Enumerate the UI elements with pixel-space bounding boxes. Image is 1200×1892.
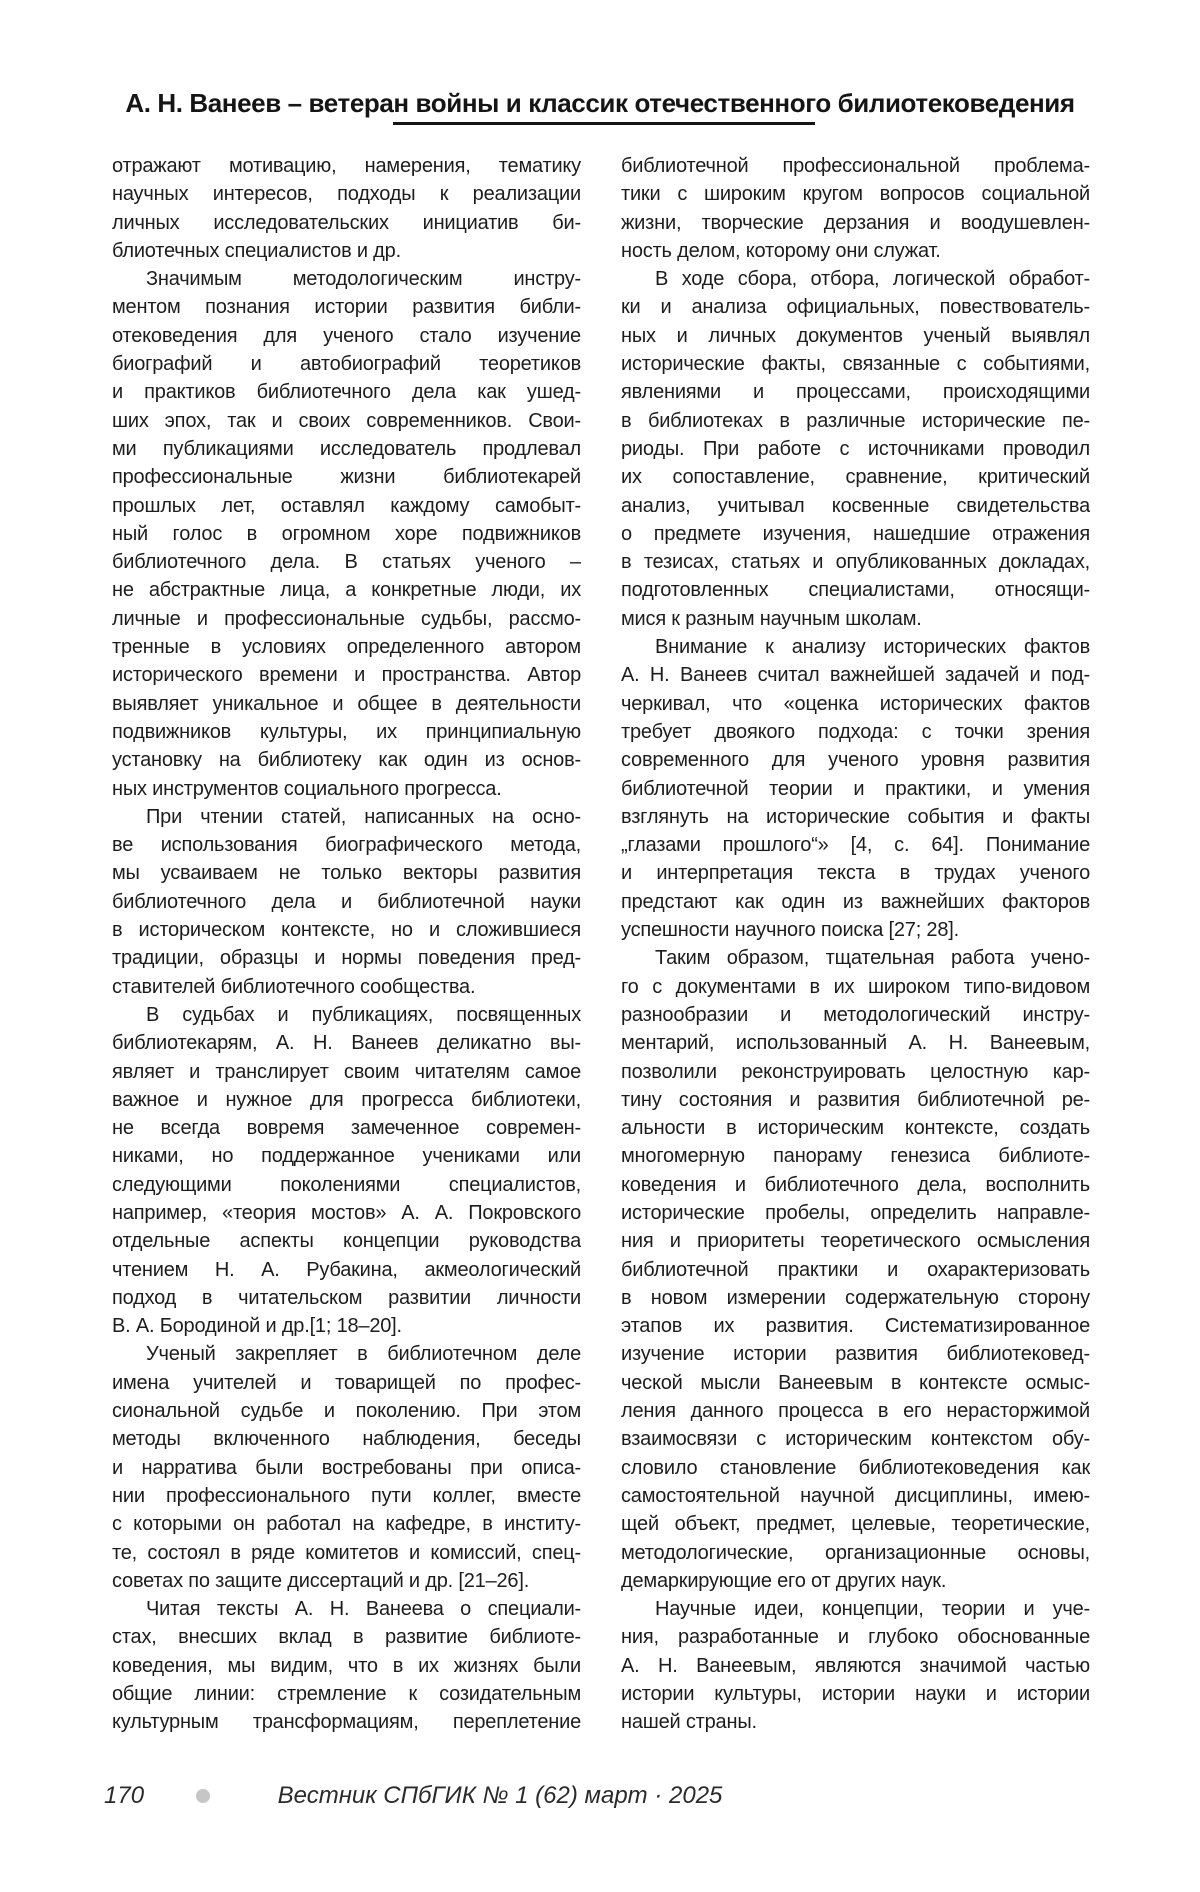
text-line: демаркирующие его от других наук. (621, 1569, 947, 1592)
text-line: в тезисах, статьях и опубликованных докладах, (621, 551, 1090, 574)
text-line: Таким образом, тщательная работа учено- (655, 947, 1090, 970)
page-number: 170 (104, 1782, 145, 1809)
text-line: щей объект, предмет, целевые, теоретические, (621, 1513, 1090, 1536)
text-line: прошлых лет, оставлял каждому самобыт- (112, 494, 581, 517)
footer (0, 1782, 1200, 1812)
text-line: важное и нужное для прогресса библиотеки, (112, 1088, 581, 1111)
text-line: этапов их развития. Систематизированное (621, 1315, 1090, 1338)
text-line: В. А. Бородиной и др.[1; 18–20]. (112, 1315, 402, 1338)
text-line: альности в историческим контексте, создать (621, 1117, 1090, 1140)
text-line: Ученый закрепляет в библиотечном деле (146, 1343, 581, 1366)
text-line: ставителей библиотечного сообщества. (112, 975, 476, 998)
text-line: исторические пробелы, определить направле- (621, 1201, 1090, 1224)
text-line: методы включенного наблюдения, беседы (112, 1428, 581, 1451)
page-title-prefix: А. Н. Ванеев – ветера (125, 88, 394, 118)
text-line: ный голос в огромном хоре подвижников (112, 522, 581, 545)
page-title-suffix: о билиотековедения (815, 88, 1075, 118)
text-line: не абстрактные лица, а конкретные люди, их (112, 579, 581, 602)
text-line: личные и профессиональные судьбы, рассмо- (112, 607, 581, 630)
text-line: А. Н. Ванеевым, являются значимой частью (621, 1654, 1090, 1677)
text-line: подвижников культуры, их принципиальную (112, 720, 581, 743)
text-line: ментом познания истории развития библи- (112, 296, 581, 319)
text-columns (112, 152, 1090, 1737)
text-line: установку на библиотеку как один из основ- (112, 749, 581, 772)
text-line: библиотечного дела и библиотечной науки (112, 890, 581, 913)
page-title (0, 0, 1200, 119)
text-line: никами, но поддержанное учениками или (112, 1145, 581, 1168)
text-line: методологические, организационные основы, (621, 1541, 1090, 1564)
text-line: требует двоякого подхода: с точки зрения (621, 720, 1090, 743)
text-line: При чтении статей, написанных на осно- (146, 805, 581, 828)
paragraph (621, 633, 1090, 944)
text-line: подготовленных специалистами, относящи- (621, 579, 1090, 602)
text-line: о предмете изучения, нашедшие отражения (621, 522, 1090, 545)
text-line: ных инструментов социального прогресса. (112, 777, 502, 800)
text-line: ментарий, использованный А. Н. Ванеевым, (621, 1032, 1090, 1055)
text-line: имена учителей и товарищей по профес- (112, 1371, 581, 1394)
text-line: ших эпох, так и своих современников. Свои- (112, 409, 581, 432)
text-line: библиотечного дела. В статьях ученого – (112, 551, 581, 574)
text-line: Значимым методологическим инстру- (146, 268, 581, 291)
text-line: го с документами в их широком типо-видовом (621, 975, 1090, 998)
text-line: библиотечной профессиональной проблема- (621, 155, 1090, 177)
right-column (621, 152, 1090, 1737)
text-line: В судьбах и публикациях, посвященных (146, 1003, 581, 1026)
text-line: ния, разработанные и глубоко обоснованные (621, 1626, 1090, 1649)
text-line: не всегда вовремя замеченное современ- (112, 1117, 581, 1140)
text-line: риоды. При работе с источниками проводил (621, 437, 1090, 460)
text-line: стах, внесших вклад в развитие библиоте- (112, 1626, 581, 1649)
text-line: ления данного процесса в его нерасторжимой (621, 1400, 1090, 1423)
text-line: и практиков библиотечного дела как ушед- (112, 381, 581, 404)
text-line: анализ, учитывал косвенные свидетельства (621, 494, 1090, 517)
left-column (112, 152, 581, 1737)
text-line: исторического времени и пространства. Автор (112, 664, 581, 687)
text-line: выявляет уникальное и общее в деятельности (112, 692, 581, 715)
text-line: отдельные аспекты концепции руководства (112, 1230, 581, 1253)
text-line: взаимосвязи с историческим контекстом обу- (621, 1428, 1090, 1451)
journal-citation: Вестник СПбГИК № 1 (62) март · 2025 (277, 1782, 723, 1809)
page-title-underline: н войны и классик отечественног (393, 88, 815, 125)
text-line: личных исследовательских инициатив би- (112, 211, 581, 234)
paragraph (112, 803, 581, 1001)
text-line: ния и приоритеты теоретического осмысления (621, 1230, 1090, 1253)
text-line: коведения, мы видим, что в их жизнях были (112, 1654, 581, 1677)
text-line: взглянуть на исторические события и факты (621, 805, 1090, 828)
text-line: биографий и автобиографий теоретиков (112, 353, 581, 376)
text-line: следующими поколениями специалистов, (112, 1173, 581, 1196)
text-line: истории культуры, истории науки и истории (621, 1683, 1090, 1706)
paragraph (112, 1340, 581, 1595)
text-line: успешности научного поиска [27; 28]. (621, 919, 959, 942)
text-line: ческой мысли Ванеевым в контексте осмыс- (621, 1371, 1090, 1394)
text-line: нии профессионального пути коллег, вместе (112, 1484, 581, 1507)
text-line: профессиональные жизни библиотекарей (112, 466, 581, 489)
text-line: А. Н. Ванеев считал важнейшей задачей и под- (621, 664, 1090, 687)
text-line: культурным трансформациям, переплетение (112, 1711, 581, 1734)
paragraph (621, 1595, 1090, 1736)
text-line: библиотечной теории и практики, и умения (621, 777, 1090, 800)
text-line: многомерную панораму генезиса библиоте- (621, 1145, 1090, 1168)
text-line: блиотечных специалистов и др. (112, 239, 401, 262)
text-line: традиции, образцы и нормы поведения пред- (112, 947, 581, 970)
text-line: жизни, творческие дерзания и воодушевлен- (621, 211, 1090, 234)
text-line: в новом измерении содержательную сторону (621, 1286, 1090, 1309)
text-line: тики с широким кругом вопросов социальной (621, 183, 1090, 206)
text-line: тренные в условиях определенного автором (112, 636, 581, 659)
text-line: ве использования биографического метода, (112, 834, 581, 857)
paragraph (112, 152, 581, 265)
text-line: современного для ученого уровня развития (621, 749, 1090, 772)
text-line: отековедения для ученого стало изучение (112, 324, 581, 347)
paragraph (621, 944, 1090, 1595)
text-line: и нарратива были востребованы при описа- (112, 1456, 581, 1479)
text-line: позволили реконструировать целостную кар- (621, 1060, 1090, 1083)
text-line: например, «теория мостов» А. А. Покровского (112, 1201, 581, 1224)
text-line: Читая тексты А. Н. Ванеева о специали- (146, 1598, 581, 1621)
text-line: в историческом контексте, но и сложившиеся (112, 919, 581, 942)
text-line: и интерпретация текста в трудах ученого (621, 862, 1090, 885)
text-line: ных и личных документов ученый выявлял (621, 324, 1090, 347)
text-line: исторические факты, связанные с событиями, (621, 353, 1090, 376)
text-line: научных интересов, подходы к реализации (112, 183, 581, 206)
text-line: те, состоял в ряде комитетов и комиссий, спец- (112, 1541, 581, 1564)
paragraph (621, 152, 1090, 265)
text-line: предстают как один из важнейших факторов (621, 890, 1090, 913)
text-line: „глазами прошлого“» [4, с. 64]. Понимание (621, 834, 1090, 857)
text-line: коведения и библиотечного дела, восполнить (621, 1173, 1090, 1196)
text-line: советах по защите диссертаций и др. [21–26]. (112, 1569, 530, 1592)
paragraph (112, 265, 581, 803)
text-line: в библиотеках в различные исторические пе- (621, 409, 1090, 432)
text-line: разнообразии и методологический инстру- (621, 1003, 1090, 1026)
text-line: В ходе сбора, отбора, логической обработ- (655, 268, 1090, 291)
text-line: сиональной судьбе и поколению. При этом (112, 1400, 581, 1423)
text-line: ки и анализа официальных, повествователь- (621, 296, 1090, 319)
text-line: библиотечной практики и охарактеризовать (621, 1258, 1090, 1281)
paragraph (112, 1595, 581, 1736)
text-line: явлениями и процессами, происходящими (621, 381, 1090, 404)
text-line: мы усваиваем не только векторы развития (112, 862, 581, 885)
text-line: мися к разным научным школам. (621, 607, 922, 630)
text-line: общие линии: стремление к созидательным (112, 1683, 581, 1706)
text-line: отражают мотивацию, намерения, тематику (112, 155, 581, 177)
text-line: Научные идеи, концепции, теории и уче- (655, 1598, 1090, 1621)
text-line: самостоятельной научной дисциплины, имею- (621, 1484, 1090, 1507)
paragraph (621, 265, 1090, 633)
paragraph (112, 1001, 581, 1341)
text-line: с которыми он работал на кафедре, в институ- (112, 1513, 581, 1536)
text-line: черкивал, что «оценка исторических фактов (621, 692, 1090, 715)
text-line: нашей страны. (621, 1711, 757, 1734)
text-line: словило становление библиотековедения как (621, 1456, 1090, 1479)
text-line: ми публикациями исследователь продлевал (112, 437, 581, 460)
text-line: изучение истории развития библиотековед- (621, 1343, 1090, 1366)
text-line: Внимание к анализу исторических фактов (655, 636, 1090, 659)
text-line: чтением Н. А. Рубакина, акмеологический (112, 1258, 581, 1281)
text-line: тину состояния и развития библиотечной ре- (621, 1088, 1090, 1111)
text-line: подход в читательском развитии личности (112, 1286, 581, 1309)
text-line: являет и транслирует своим читателям самое (112, 1060, 581, 1083)
text-line: библиотекарям, А. Н. Ванеев деликатно вы- (112, 1032, 581, 1055)
text-line: их сопоставление, сравнение, критический (621, 466, 1090, 489)
text-line: ность делом, которому они служат. (621, 239, 941, 262)
